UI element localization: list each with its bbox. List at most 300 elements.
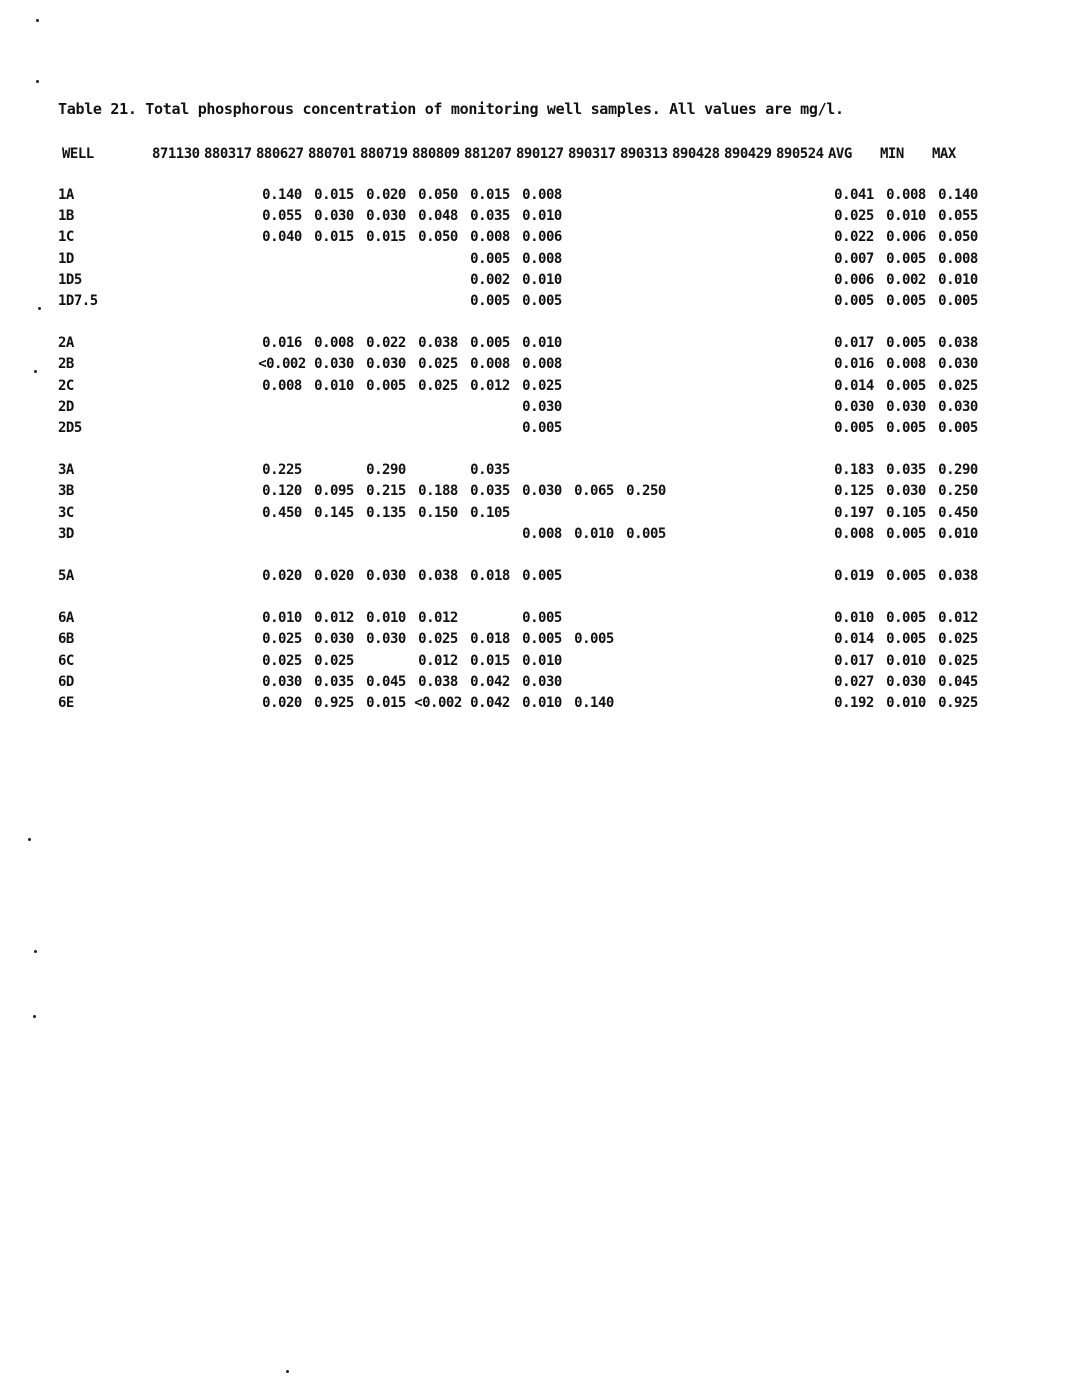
value-cell	[724, 460, 776, 481]
header-date: 871130	[152, 146, 200, 162]
value-cell	[776, 672, 828, 693]
header-min: MIN	[880, 146, 904, 162]
value-cell	[256, 249, 308, 270]
value-cell	[672, 354, 724, 375]
header-row	[58, 143, 984, 165]
value-cell	[360, 249, 412, 270]
value-cell	[360, 524, 412, 545]
group-gap	[58, 312, 984, 333]
value-cell	[724, 672, 776, 693]
header-avg: AVG	[828, 146, 852, 162]
stat-cell: 0.030	[886, 673, 926, 690]
value-cell	[152, 333, 204, 354]
value-cell	[776, 397, 828, 418]
stat-cell: 0.016	[834, 356, 874, 373]
value-cell	[308, 270, 360, 291]
well-id: 2A	[58, 335, 74, 352]
value-cell	[620, 185, 672, 206]
table-body	[58, 185, 984, 714]
value-cell	[568, 270, 620, 291]
value-cell: 0.010	[522, 652, 562, 669]
value-cell: 0.030	[314, 631, 354, 648]
stat-cell: 0.055	[938, 208, 978, 225]
phosphorous-table	[58, 143, 984, 714]
table-row	[58, 566, 984, 587]
value-cell: 0.002	[470, 271, 510, 288]
value-cell: 0.135	[366, 504, 406, 521]
stat-cell: 0.019	[834, 568, 874, 585]
stat-cell: 0.038	[938, 568, 978, 585]
value-cell	[204, 397, 256, 418]
value-cell	[568, 354, 620, 375]
header-date: 880701	[308, 146, 356, 162]
value-cell	[672, 608, 724, 629]
stat-cell: 0.035	[886, 462, 926, 479]
stat-cell: 0.010	[886, 695, 926, 712]
value-cell: 0.010	[522, 271, 562, 288]
value-cell	[152, 354, 204, 375]
value-cell	[776, 376, 828, 397]
value-cell	[568, 503, 620, 524]
value-cell: 0.030	[366, 568, 406, 585]
value-cell	[776, 185, 828, 206]
value-cell	[724, 629, 776, 650]
value-cell: 0.018	[470, 568, 510, 585]
stat-cell: 0.030	[834, 398, 874, 415]
well-id: 1D	[58, 250, 74, 267]
value-cell	[152, 608, 204, 629]
value-cell	[620, 333, 672, 354]
value-cell	[620, 693, 672, 714]
value-cell	[204, 185, 256, 206]
value-cell: 0.025	[418, 631, 458, 648]
table-row	[58, 481, 984, 502]
stat-cell: 0.005	[886, 250, 926, 267]
value-cell	[724, 651, 776, 672]
value-cell: 0.048	[418, 208, 458, 225]
stat-cell: 0.008	[938, 250, 978, 267]
well-id: 1D5	[58, 271, 82, 288]
value-cell	[620, 227, 672, 248]
value-cell: 0.006	[522, 229, 562, 246]
value-cell	[620, 376, 672, 397]
value-cell	[724, 693, 776, 714]
scan-speck	[36, 19, 39, 22]
value-cell: 0.015	[366, 695, 406, 712]
value-cell: 0.030	[314, 356, 354, 373]
value-cell	[360, 418, 412, 439]
well-id: 6E	[58, 695, 74, 712]
table-row	[58, 629, 984, 650]
value-cell: 0.005	[626, 525, 666, 542]
value-cell	[152, 651, 204, 672]
header-date: 880627	[256, 146, 304, 162]
value-cell: 0.008	[522, 525, 562, 542]
value-cell	[308, 524, 360, 545]
well-id: 5A	[58, 568, 74, 585]
value-cell	[204, 651, 256, 672]
value-cell: 0.150	[418, 504, 458, 521]
value-cell: 0.008	[262, 377, 302, 394]
value-cell	[672, 270, 724, 291]
value-cell	[620, 608, 672, 629]
header-well: WELL	[62, 146, 94, 162]
value-cell: 0.025	[262, 652, 302, 669]
stat-cell: 0.041	[834, 187, 874, 203]
value-cell	[152, 270, 204, 291]
value-cell	[152, 418, 204, 439]
well-id: 3B	[58, 483, 74, 500]
value-cell	[412, 270, 464, 291]
value-cell	[776, 270, 828, 291]
stat-cell: 0.027	[834, 673, 874, 690]
value-cell	[152, 481, 204, 502]
value-cell: 0.020	[314, 568, 354, 585]
value-cell: 0.030	[522, 483, 562, 500]
value-cell	[152, 566, 204, 587]
value-cell	[256, 270, 308, 291]
well-id: 6B	[58, 631, 74, 648]
value-cell	[672, 185, 724, 206]
value-cell	[568, 185, 620, 206]
well-id: 3D	[58, 525, 74, 542]
stat-cell: 0.183	[834, 462, 874, 479]
value-cell	[620, 672, 672, 693]
value-cell	[776, 481, 828, 502]
value-cell: 0.008	[522, 356, 562, 373]
stat-cell: 0.025	[834, 208, 874, 225]
value-cell	[256, 524, 308, 545]
stat-cell: 0.050	[938, 229, 978, 246]
value-cell	[204, 566, 256, 587]
value-cell: 0.005	[522, 631, 562, 648]
value-cell: 0.005	[522, 610, 562, 627]
value-cell	[620, 651, 672, 672]
value-cell: 0.020	[366, 187, 406, 203]
value-cell	[620, 503, 672, 524]
scan-speck	[36, 80, 39, 83]
stat-cell: 0.290	[938, 462, 978, 479]
value-cell	[308, 460, 360, 481]
stat-cell: 0.010	[834, 610, 874, 627]
value-cell: <0.002	[258, 356, 306, 373]
value-cell: 0.025	[418, 377, 458, 394]
value-cell: 0.005	[522, 420, 562, 437]
value-cell	[152, 693, 204, 714]
group-gap	[58, 587, 984, 608]
stat-cell: 0.250	[938, 483, 978, 500]
value-cell	[776, 333, 828, 354]
well-id: 3C	[58, 504, 74, 521]
well-id: 2B	[58, 356, 74, 373]
value-cell	[620, 397, 672, 418]
stat-cell: 0.005	[938, 420, 978, 437]
value-cell	[516, 460, 568, 481]
value-cell: 0.005	[574, 631, 614, 648]
value-cell: 0.290	[366, 462, 406, 479]
value-cell	[204, 206, 256, 227]
value-cell	[672, 503, 724, 524]
value-cell: 0.025	[418, 356, 458, 373]
value-cell: 0.012	[418, 610, 458, 627]
value-cell	[464, 608, 516, 629]
stat-cell: 0.005	[886, 420, 926, 437]
value-cell	[724, 481, 776, 502]
value-cell: 0.925	[314, 695, 354, 712]
value-cell	[620, 418, 672, 439]
value-cell	[204, 524, 256, 545]
stat-cell: 0.025	[938, 631, 978, 648]
value-cell	[256, 397, 308, 418]
value-cell: 0.188	[418, 483, 458, 500]
value-cell	[620, 206, 672, 227]
stat-cell: 0.197	[834, 504, 874, 521]
stat-cell: 0.006	[886, 229, 926, 246]
value-cell	[776, 524, 828, 545]
value-cell	[672, 672, 724, 693]
well-id: 1D7.5	[58, 293, 98, 310]
value-cell	[152, 672, 204, 693]
value-cell	[776, 503, 828, 524]
stat-cell: 0.010	[886, 652, 926, 669]
table-row	[58, 693, 984, 714]
value-cell	[776, 227, 828, 248]
well-id: 6A	[58, 610, 74, 627]
value-cell	[776, 354, 828, 375]
header-date: 880317	[204, 146, 252, 162]
stat-cell: 0.014	[834, 631, 874, 648]
scan-speck	[34, 370, 37, 373]
stat-cell: 0.192	[834, 695, 874, 712]
stat-cell: 0.007	[834, 250, 874, 267]
value-cell: 0.010	[574, 525, 614, 542]
value-cell	[152, 460, 204, 481]
stat-cell: 0.005	[886, 377, 926, 394]
value-cell: 0.042	[470, 695, 510, 712]
stat-cell: 0.005	[886, 335, 926, 352]
value-cell	[620, 354, 672, 375]
value-cell	[152, 227, 204, 248]
table-row	[58, 460, 984, 481]
stat-cell: 0.008	[834, 525, 874, 542]
value-cell: 0.005	[470, 293, 510, 310]
value-cell	[412, 418, 464, 439]
well-id: 1B	[58, 208, 74, 225]
value-cell	[412, 460, 464, 481]
value-cell: 0.050	[418, 229, 458, 246]
value-cell: 0.038	[418, 568, 458, 585]
stat-cell: 0.017	[834, 335, 874, 352]
stat-cell: 0.010	[938, 271, 978, 288]
value-cell: 0.035	[470, 462, 510, 479]
value-cell: 0.010	[262, 610, 302, 627]
stat-cell: 0.010	[886, 208, 926, 225]
table-row	[58, 672, 984, 693]
stat-cell: 0.105	[886, 504, 926, 521]
value-cell	[724, 354, 776, 375]
value-cell: 0.015	[470, 652, 510, 669]
scan-speck	[286, 1370, 289, 1373]
value-cell: 0.225	[262, 462, 302, 479]
stat-cell: 0.005	[834, 420, 874, 437]
value-cell: 0.038	[418, 335, 458, 352]
value-cell: 0.050	[418, 187, 458, 203]
value-cell	[360, 270, 412, 291]
value-cell	[308, 397, 360, 418]
stat-cell: 0.030	[938, 398, 978, 415]
header-date: 890127	[516, 146, 564, 162]
stat-cell: 0.002	[886, 271, 926, 288]
stat-cell: 0.925	[938, 695, 978, 712]
stat-cell: 0.006	[834, 271, 874, 288]
value-cell	[672, 566, 724, 587]
value-cell	[672, 206, 724, 227]
table-row	[58, 291, 984, 312]
value-cell: 0.030	[522, 398, 562, 415]
value-cell: 0.015	[366, 229, 406, 246]
value-cell	[672, 376, 724, 397]
value-cell: 0.040	[262, 229, 302, 246]
value-cell: 0.250	[626, 483, 666, 500]
stat-cell: 0.010	[938, 525, 978, 542]
value-cell: 0.030	[522, 673, 562, 690]
value-cell	[464, 397, 516, 418]
value-cell	[204, 481, 256, 502]
value-cell: 0.015	[470, 187, 510, 203]
value-cell	[516, 503, 568, 524]
value-cell	[204, 672, 256, 693]
header-date: 890429	[724, 146, 772, 162]
table-row	[58, 354, 984, 375]
value-cell: 0.020	[262, 695, 302, 712]
value-cell	[204, 460, 256, 481]
value-cell: 0.030	[366, 208, 406, 225]
well-id: 2C	[58, 377, 74, 394]
value-cell	[724, 418, 776, 439]
value-cell	[308, 418, 360, 439]
header-date: 890524	[776, 146, 824, 162]
value-cell	[360, 397, 412, 418]
value-cell	[672, 291, 724, 312]
header-max: MAX	[932, 146, 956, 162]
table-row	[58, 524, 984, 545]
value-cell: 0.035	[470, 208, 510, 225]
table-row	[58, 206, 984, 227]
value-cell	[256, 291, 308, 312]
stat-cell: 0.038	[938, 335, 978, 352]
value-cell	[724, 397, 776, 418]
value-cell	[152, 206, 204, 227]
value-cell	[204, 503, 256, 524]
value-cell	[776, 206, 828, 227]
value-cell: 0.030	[262, 673, 302, 690]
value-cell: 0.005	[522, 568, 562, 585]
value-cell: 0.045	[366, 673, 406, 690]
value-cell	[620, 629, 672, 650]
value-cell	[776, 460, 828, 481]
value-cell	[568, 227, 620, 248]
table-row	[58, 376, 984, 397]
value-cell	[724, 227, 776, 248]
value-cell	[204, 270, 256, 291]
value-cell: 0.022	[366, 335, 406, 352]
scan-speck	[38, 307, 41, 310]
value-cell: 0.035	[314, 673, 354, 690]
value-cell: 0.005	[470, 335, 510, 352]
value-cell	[204, 376, 256, 397]
stat-cell: 0.025	[938, 377, 978, 394]
table-title: Table 21. Total phosphorous concentration of monitoring well samples. All values are mg/l.	[58, 100, 844, 118]
well-id: 2D	[58, 398, 74, 415]
value-cell	[204, 291, 256, 312]
stat-cell: 0.045	[938, 673, 978, 690]
value-cell	[568, 249, 620, 270]
value-cell: 0.025	[262, 631, 302, 648]
value-cell	[412, 524, 464, 545]
value-cell	[568, 566, 620, 587]
value-cell	[672, 333, 724, 354]
value-cell	[724, 291, 776, 312]
value-cell	[412, 249, 464, 270]
value-cell	[568, 291, 620, 312]
value-cell	[204, 629, 256, 650]
value-cell: 0.065	[574, 483, 614, 500]
value-cell	[464, 418, 516, 439]
value-cell: 0.025	[314, 652, 354, 669]
value-cell: 0.016	[262, 335, 302, 352]
value-cell	[776, 566, 828, 587]
value-cell	[724, 566, 776, 587]
value-cell	[412, 291, 464, 312]
value-cell: 0.030	[366, 356, 406, 373]
value-cell	[360, 291, 412, 312]
value-cell	[672, 418, 724, 439]
value-cell	[204, 354, 256, 375]
header-date: 890428	[672, 146, 720, 162]
value-cell	[672, 227, 724, 248]
value-cell: 0.010	[522, 208, 562, 225]
value-cell	[724, 333, 776, 354]
value-cell	[724, 185, 776, 206]
value-cell	[620, 249, 672, 270]
value-cell: 0.215	[366, 483, 406, 500]
table-row	[58, 608, 984, 629]
value-cell	[672, 460, 724, 481]
value-cell	[672, 481, 724, 502]
stat-cell: 0.005	[886, 631, 926, 648]
value-cell: 0.008	[470, 356, 510, 373]
stat-cell: 0.005	[834, 293, 874, 310]
stat-cell: 0.008	[886, 356, 926, 373]
table-row	[58, 249, 984, 270]
well-id: 3A	[58, 462, 74, 479]
value-cell	[152, 376, 204, 397]
stat-cell: 0.140	[938, 187, 978, 203]
value-cell	[568, 376, 620, 397]
stat-cell: 0.005	[886, 525, 926, 542]
group-gap	[58, 439, 984, 460]
table-row	[58, 270, 984, 291]
value-cell	[672, 397, 724, 418]
value-cell: 0.008	[522, 187, 562, 203]
stat-cell: 0.450	[938, 504, 978, 521]
value-cell	[308, 291, 360, 312]
value-cell: 0.008	[522, 250, 562, 267]
value-cell	[568, 672, 620, 693]
value-cell: <0.002	[414, 695, 462, 712]
value-cell	[204, 693, 256, 714]
value-cell: 0.140	[574, 695, 614, 712]
